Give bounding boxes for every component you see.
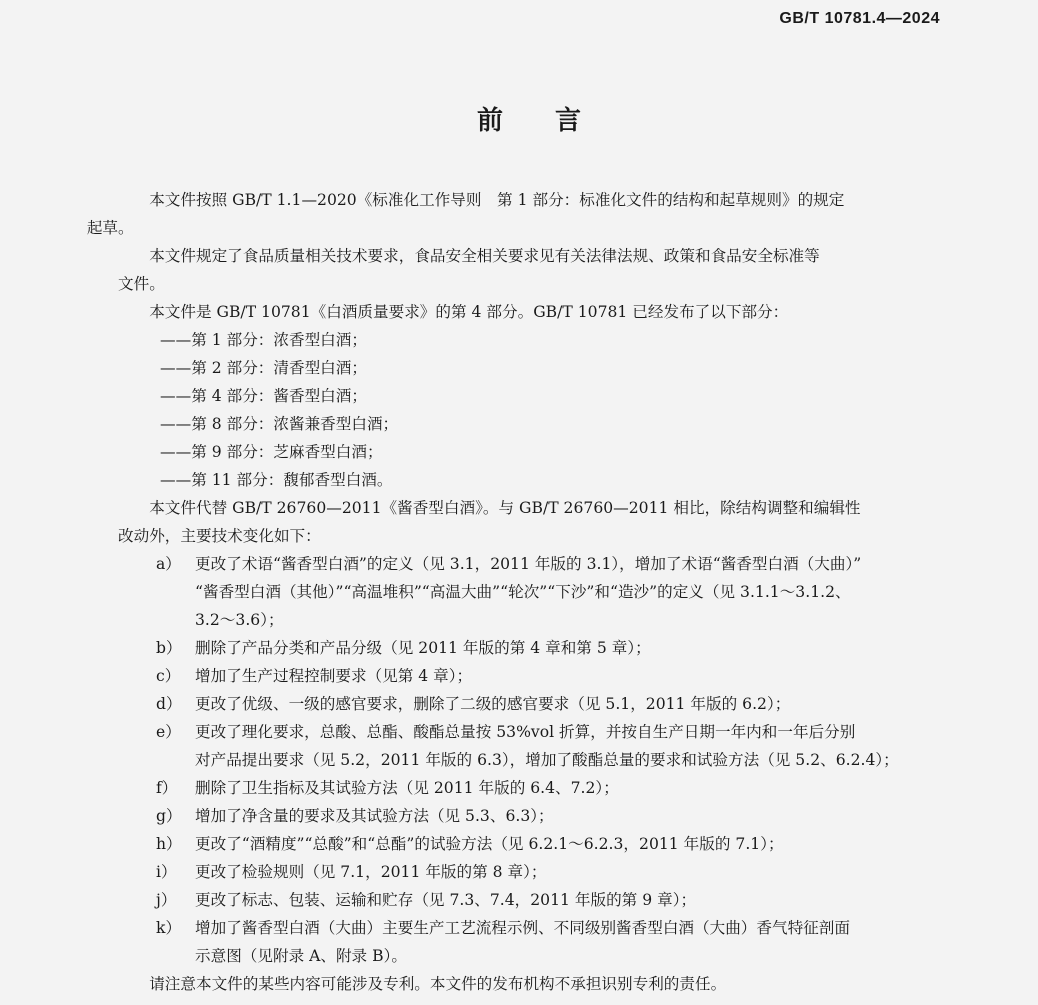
text-line: 文件。 (118, 275, 165, 293)
text-line: 本文件代替 GB/T 26760—2011《酱香型白酒》。与 GB/T 26760—2011 相比，除结构调整和编辑性 (149, 499, 861, 517)
change-item (118, 662, 940, 690)
change-item-line: 更改了“酒精度”“总酸”和“总酯”的试验方法（见 6.2.1～6.2.3，2011 年版的 7.1）； (195, 835, 784, 853)
part-item: ——第 4 部分：酱香型白酒； (160, 387, 367, 405)
change-item-label: i） (156, 863, 177, 881)
change-item (118, 718, 940, 774)
change-item-line: 更改了标志、包装、运输和贮存（见 7.3、7.4，2011 年版的第 9 章）； (195, 891, 697, 909)
change-item-label: d） (156, 695, 182, 713)
change-item-line: 更改了术语“酱香型白酒”的定义（见 3.1，2011 年版的 3.1），增加了术语“酱香型白酒（大曲）” (195, 555, 862, 573)
change-item-line: 删除了卫生指标及其试验方法（见 2011 年版的 6.4、7.2）； (195, 779, 619, 797)
change-item-line: 删除了产品分类和产品分级（见 2011 年版的第 4 章和第 5 章）； (195, 639, 651, 657)
change-item-label: f） (156, 779, 178, 797)
text-line: 本文件按照 GB/T 1.1—2020《标准化工作导则 第 1 部分：标准化文件的结构和起草规则》的规定 (149, 191, 845, 209)
part-item: ——第 11 部分：馥郁香型白酒。 (160, 471, 393, 489)
change-item-label: a） (156, 555, 181, 573)
change-item (118, 858, 940, 886)
foreword-body (86, 186, 940, 998)
document-code: GB/T 10781.4—2024 (779, 10, 940, 27)
change-item-line: 增加了酱香型白酒（大曲）主要生产工艺流程示例、不同级别酱香型白酒（大曲）香气特征剖面 (195, 919, 850, 937)
change-item-line: 3.2～3.6）； (195, 611, 284, 629)
change-item-line: 增加了净含量的要求及其试验方法（见 5.3、6.3）； (195, 807, 554, 825)
change-item (118, 774, 940, 802)
paragraph-patent-notice (118, 970, 940, 998)
change-item-line: 更改了检验规则（见 7.1，2011 年版的第 8 章）； (195, 863, 547, 881)
change-item-line: 更改了优级、一级的感官要求，删除了二级的感官要求（见 5.1，2011 年版的 6.2）； (195, 695, 791, 713)
change-item-label: j） (156, 891, 177, 909)
change-item (118, 886, 940, 914)
change-item (118, 690, 940, 718)
change-item (118, 830, 940, 858)
change-item-line: “酱香型白酒（其他）”“高温堆积”“高温大曲”“轮次”“下沙”和“造沙”的定义（见 3.1.1～3.1.2、 (195, 583, 851, 601)
paragraph-series (118, 298, 940, 326)
text-line: 起草。 (86, 219, 134, 237)
change-item (118, 914, 940, 970)
change-item (118, 802, 940, 830)
change-item (118, 550, 940, 634)
part-item: ——第 8 部分：浓酱兼香型白酒； (160, 415, 399, 433)
change-item-label: b） (156, 639, 182, 657)
change-item-line: 更改了理化要求，总酸、总酯、酸酯总量按 53%vol 折算，并按自生产日期一年内和一年后分别 (195, 723, 856, 741)
change-item-label: e） (156, 723, 181, 741)
changes-list (118, 550, 940, 970)
change-item-line: 增加了生产过程控制要求（见第 4 章）； (195, 667, 473, 685)
text-line: 本文件是 GB/T 10781《白酒质量要求》的第 4 部分。GB/T 10781 已经发布了以下部分： (149, 303, 789, 321)
change-item-label: h） (156, 835, 182, 853)
change-item (118, 634, 940, 662)
change-item-label: c） (156, 667, 181, 685)
parts-list (118, 326, 940, 494)
page-title: 前 言 (476, 106, 581, 136)
part-item: ——第 9 部分：芝麻香型白酒； (160, 443, 383, 461)
part-item: ——第 1 部分：浓香型白酒； (160, 331, 367, 349)
text-line: 改动外，主要技术变化如下： (118, 527, 321, 545)
text-line: 本文件规定了食品质量相关技术要求，食品安全相关要求见有关法律法规、政策和食品安全标准等 (149, 247, 820, 265)
change-item-label: g） (156, 807, 182, 825)
part-item: ——第 2 部分：清香型白酒； (160, 359, 367, 377)
paragraph-drafting-rules (86, 186, 940, 242)
paragraph-replacement (118, 494, 940, 550)
text-line: 请注意本文件的某些内容可能涉及专利。本文件的发布机构不承担识别专利的责任。 (149, 975, 727, 993)
paragraph-scope (118, 242, 940, 298)
change-item-line: 对产品提出要求（见 5.2，2011 年版的 6.3），增加了酸酯总量的要求和试验方法（见 5.2、6.2.4）； (195, 751, 899, 769)
change-item-label: k） (156, 919, 182, 937)
change-item-line: 示意图（见附录 A、附录 B）。 (195, 947, 407, 965)
